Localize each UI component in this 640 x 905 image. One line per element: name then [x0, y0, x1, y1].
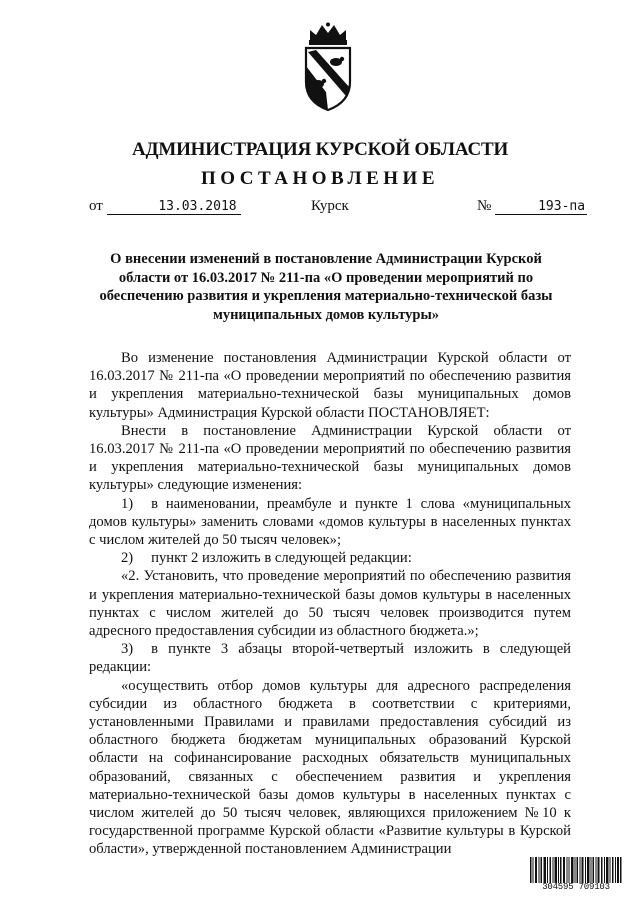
list-item-number: 1)	[121, 495, 134, 512]
document-date: 13.03.2018	[107, 200, 241, 215]
document-body	[89, 349, 571, 859]
date-field	[89, 198, 241, 215]
document-title: О внесении изменений в постановление Администрации Курской области от 16.03.2017 № 211-па «О проведении мероприятий по обеспечению развития и укрепления материально-технической базы муниципальных домов культуры»	[99, 251, 553, 323]
list-item-number: 3)	[121, 641, 134, 658]
number-prefix: №	[477, 198, 492, 214]
paragraph-amendments-intro: Внести в постановление Администрации Курской области от 16.03.2017 № 211-па «О проведении мероприятий по обеспечению развития и укрепления материально-технической базы муниципальных домов культуры» следующие изменения:	[89, 422, 571, 494]
document-type: ПОСТАНОВЛЕНИЕ	[200, 168, 440, 189]
barcode	[530, 857, 622, 893]
barcode-bars	[530, 857, 622, 883]
list-item-text: в наименовании, преамбуле и пункте 1 слова «муниципальных домов культуры» заменить словами «домов культуры в населенных пунктах с числом жителей до 50 тысяч человек»;	[89, 495, 571, 549]
paragraph-preamble: Во изменение постановления Администрации Курской области от 16.03.2017 № 211-па «О проведении мероприятий по обеспечению развития и укрепления материально-технической базы муниципальных домов культуры» Администрация Курской области ПОСТАНОВЛЯЕТ:	[89, 350, 571, 421]
list-item-number: 2)	[121, 550, 134, 567]
barcode-number: 304595 709103	[542, 882, 610, 892]
list-item-text: пункт 2 изложить в следующей редакции:	[151, 550, 412, 567]
list-item-text: в пункте 3 абзацы второй-четвертый изложить в следующей редакции:	[89, 641, 571, 676]
quoted-clause-3: «осуществить отбор домов культуры для адресного распределения субсидии из областного бюджета в соответствии с критериями, установленными Правилами и правилами предоставления субсидий из областного бюджета бюджетам муниципальных образований Курской области на софинансирование расходных обязательств муниципальных образований, связанных с обеспечением развития и укрепления материально-технической базы домов культуры в населенных пунктах с числом жителей до 50 тысяч человек, являющихся приложением №10 к государственной программе Курской области «Развитие культуры в Курской области», утвержденной постановлением Администрации	[89, 677, 571, 858]
quoted-clause-2: «2. Установить, что проведение мероприятий по обеспечению развития и укрепления материально-технической базы домов культуры в населенных пунктах с числом жителей до 50 тысяч человек производится путем адресного предоставления субсидии из областного бюджета.»;	[89, 568, 571, 640]
list-item-3	[89, 640, 571, 676]
coat-of-arms-icon	[296, 22, 360, 112]
number-field	[477, 198, 587, 215]
organization-name: АДМИНИСТРАЦИЯ КУРСКОЙ ОБЛАСТИ	[131, 139, 509, 160]
document-number: 193-па	[495, 200, 587, 215]
date-prefix: от	[89, 198, 103, 214]
list-item-2	[89, 549, 571, 567]
list-item-1	[89, 495, 571, 550]
city-name: Курск	[311, 198, 349, 214]
